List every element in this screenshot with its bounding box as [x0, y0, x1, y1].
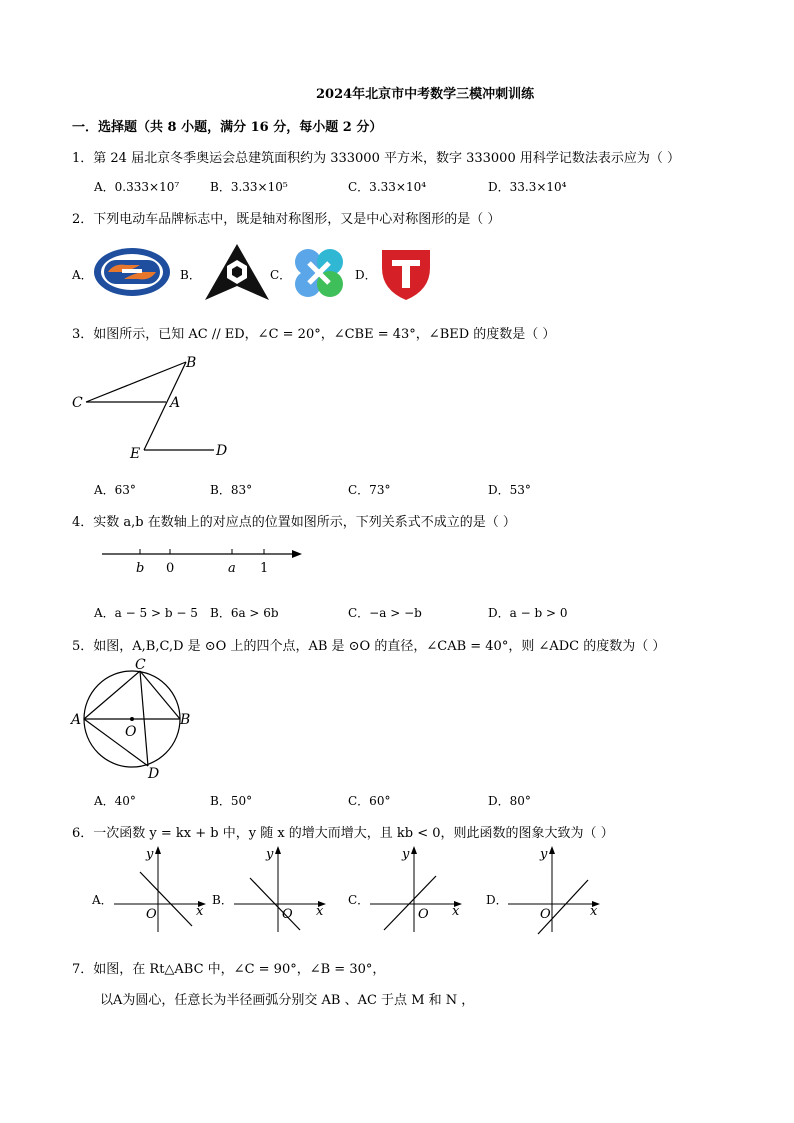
q2-option-a[interactable]: A．: [72, 268, 93, 282]
q6b-x-label: x: [316, 904, 324, 919]
q2-option-b[interactable]: B．: [180, 268, 201, 282]
logo-c-icon: [292, 246, 346, 300]
q6-graph-d: [504, 840, 608, 936]
q4-option-a[interactable]: A．a − 5 > b − 5: [94, 606, 198, 620]
question-5-stem: 5．如图，A,B,C,D 是 ⊙O 上的四个点，AB 是 ⊙O 的直径，∠CAB = 40°，则 ∠ADC 的度数为（ ）: [72, 639, 666, 654]
q3-option-c[interactable]: C．73°: [348, 483, 391, 497]
logo-b-icon: [203, 242, 271, 302]
q6-option-a[interactable]: A．: [92, 893, 113, 907]
question-7-line2: 以A为圆心，任意长为半径画弧分别交 AB 、AC 于点 M 和 N ，: [100, 993, 475, 1008]
q6c-y-label: y: [402, 847, 410, 862]
q4-label-one: 1: [260, 561, 269, 576]
q6b-y-label: y: [266, 847, 274, 862]
q5-option-c[interactable]: C．60°: [348, 794, 391, 808]
q1-option-c[interactable]: C．3.33×10⁴: [348, 180, 427, 194]
q3-label-a: A: [170, 395, 181, 411]
page-title: 2024年北京市中考数学三模冲刺训练: [316, 87, 535, 102]
q3-label-e: E: [130, 446, 141, 462]
q6-graph-c: [366, 840, 470, 936]
q3-option-d[interactable]: D．53°: [488, 483, 531, 497]
q6d-y-label: y: [540, 847, 548, 862]
q6-option-d[interactable]: D．: [486, 893, 508, 907]
q5-option-a[interactable]: A．40°: [94, 794, 136, 808]
q6b-origin-label: O: [282, 907, 293, 922]
q2-option-d[interactable]: D．: [355, 268, 377, 282]
q3-label-c: C: [72, 395, 83, 411]
q5-label-o: O: [125, 724, 137, 740]
q3-option-a[interactable]: A．63°: [94, 483, 136, 497]
question-2-stem: 2．下列电动车品牌标志中，既是轴对称图形，又是中心对称图形的是（ ）: [72, 212, 501, 227]
q6-graph-a: [110, 840, 214, 936]
q1-option-d[interactable]: D．33.3×10⁴: [488, 180, 567, 194]
q6d-origin-label: O: [540, 907, 551, 922]
q3-figure: [66, 352, 246, 464]
q5-option-b[interactable]: B．50°: [210, 794, 253, 808]
q3-label-d: D: [216, 443, 228, 459]
section-heading: 一．选择题（共 8 小题，满分 16 分，每小题 2 分）: [72, 120, 383, 135]
q6a-y-label: y: [146, 847, 154, 862]
logo-d-icon: [376, 244, 436, 302]
question-1-stem: 1．第 24 届北京冬季奥运会总建筑面积约为 333000 平方米，数字 333000 用科学记数法表示应为（ ）: [72, 151, 680, 166]
q1-option-a[interactable]: A．0.333×10⁷: [94, 180, 180, 194]
question-4-stem: 4．实数 a,b 在数轴上的对应点的位置如图所示，下列关系式不成立的是（ ）: [72, 515, 516, 530]
q5-circle-figure: [68, 656, 196, 780]
q6-option-b[interactable]: B．: [212, 893, 233, 907]
q5-label-b: B: [180, 712, 191, 728]
q4-option-c[interactable]: C．−a > −b: [348, 606, 422, 620]
q5-label-c: C: [135, 657, 146, 673]
question-3-stem: 3．如图所示，已知 AC // ED，∠C = 20°，∠CBE = 43°，∠BED 的度数是（ ）: [72, 327, 556, 342]
q5-label-a: A: [71, 712, 82, 728]
q4-label-a: a: [228, 561, 236, 576]
q6-graph-b: [230, 840, 334, 936]
q4-option-b[interactable]: B．6a > 6b: [210, 606, 279, 620]
q4-label-b: b: [136, 561, 145, 576]
q3-option-b[interactable]: B．83°: [210, 483, 253, 497]
q6-option-c[interactable]: C．: [348, 893, 370, 907]
q1-option-b[interactable]: B．3.33×10⁵: [210, 180, 288, 194]
q5-option-d[interactable]: D．80°: [488, 794, 531, 808]
logo-a-icon: [92, 246, 172, 298]
q6c-origin-label: O: [418, 907, 429, 922]
question-6-stem: 6．一次函数 y = kx + b 中，y 随 x 的增大而增大，且 kb < 0，则此函数的图象大致为（ ）: [72, 826, 614, 841]
q2-option-c[interactable]: C．: [270, 268, 292, 282]
q6c-x-label: x: [452, 904, 460, 919]
q4-number-line: [96, 540, 308, 580]
q3-label-b: B: [186, 355, 197, 371]
q4-option-d[interactable]: D．a − b > 0: [488, 606, 568, 620]
q6a-origin-label: O: [146, 907, 157, 922]
q5-label-d: D: [148, 766, 160, 780]
q4-label-zero: 0: [166, 561, 175, 576]
question-7-stem: 7．如图，在 Rt△ABC 中，∠C = 90°，∠B = 30°，: [72, 962, 386, 977]
q6d-x-label: x: [590, 904, 598, 919]
q6a-x-label: x: [196, 904, 204, 919]
